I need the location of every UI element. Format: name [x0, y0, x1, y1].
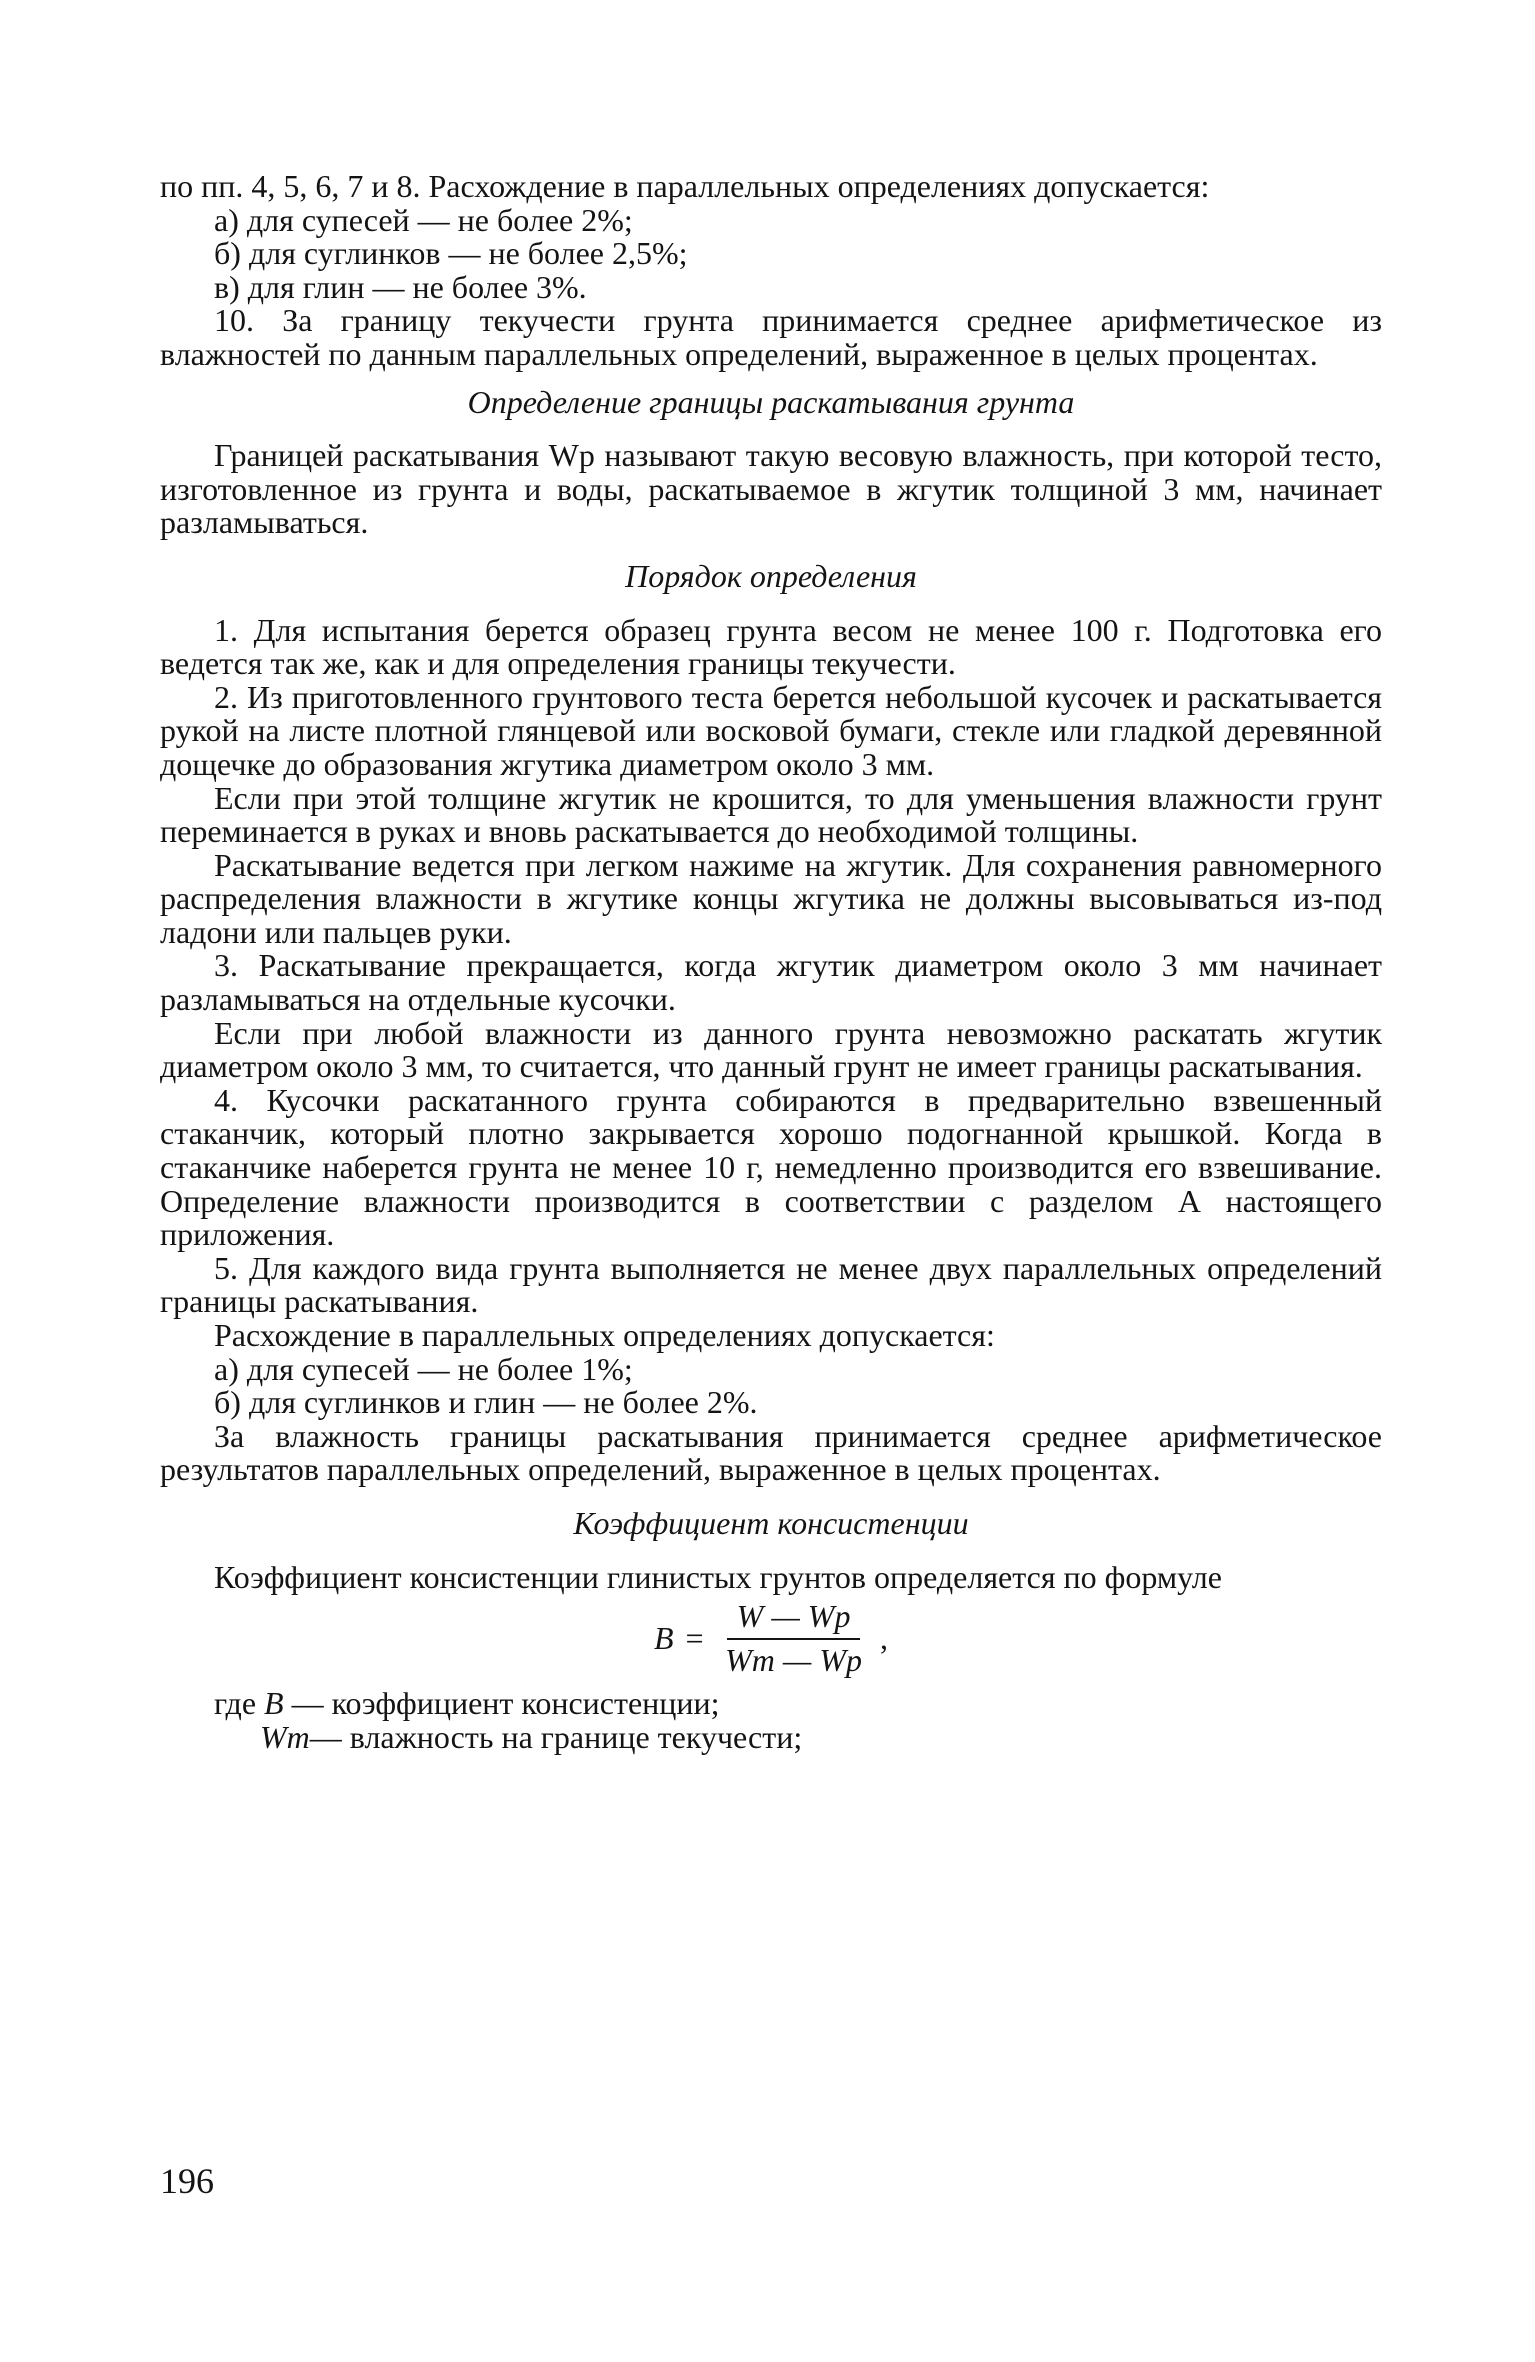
paragraph: а) для супесей — не более 2%;	[214, 201, 633, 238]
paragraph: в) для глин — не более 3%.	[214, 268, 587, 305]
paragraph: 2. Из приготовленного грунтового теста берется небольшой кусочек и раскатывается рукой на листе плотной глянцевой или восковой бумаги, стекле или гладкой деревянной дощечке до образования жгутика диаметром около 3 мм.	[160, 678, 1382, 782]
formula-denominator: Wт — Wр	[725, 1641, 862, 1678]
formula-lhs: B	[653, 1619, 674, 1656]
text-blocks	[160, 170, 1382, 1594]
page-number: 196	[160, 2161, 214, 2201]
paragraph: б) для суглинков и глин — не более 2%.	[214, 1384, 758, 1421]
paragraph: Коэффициент консистенции глинистых грунтов определяется по формуле	[214, 1558, 1222, 1595]
formula-equals: =	[683, 1619, 706, 1656]
paragraph: б) для суглинков — не более 2,5%;	[214, 235, 688, 272]
formula-numerator: W — Wр	[727, 1600, 861, 1640]
paragraph: Если при любой влажности из данного грунта невозможно раскатать жгутик диаметром около 3 мм, то считается, что данный грунт не имеет границы раскатывания.	[160, 1014, 1382, 1085]
formula-comma: ,	[880, 1619, 888, 1656]
definition-symbol: Wт	[260, 1718, 310, 1755]
definition-line	[160, 1718, 1382, 1755]
definition-text: — коэффициент консистенции;	[291, 1685, 720, 1722]
paragraph: Границей раскатывания Wр называют такую весовую влажность, при которой тесто, изготовленное из грунта и воды, раскатываемое в жгутик толщиной 3 мм, начинает разламываться.	[160, 437, 1382, 541]
paragraph: За влажность границы раскатывания принимается среднее арифметическое результатов параллельных определений, выраженное в целых процентах.	[160, 1417, 1382, 1488]
paragraph: 3. Раскатывание прекращается, когда жгутик диаметром около 3 мм начинает разламываться на отдельные кусочки.	[160, 947, 1382, 1018]
definitions	[160, 1687, 1382, 1754]
formula-fraction	[715, 1600, 872, 1677]
paragraph: Раскатывание ведется при легком нажиме на жгутик. Для сохранения равномерного распределения влажности в жгутике концы жгутика не должны высовываться из-под ладони или пальцев руки.	[160, 846, 1382, 950]
page-body	[160, 170, 1382, 1755]
paragraph: по пп. 4, 5, 6, 7 и 8. Расхождение в параллельных определениях допускается:	[160, 168, 1210, 204]
section-heading: Порядок определения	[625, 557, 917, 594]
section-heading: Определение границы раскатывания грунта	[467, 383, 1075, 420]
definition-text: — влажность на границе текучести;	[309, 1718, 803, 1755]
paragraph: а) для супесей — не более 1%;	[214, 1350, 633, 1387]
paragraph: Расхождение в параллельных определениях допускается:	[214, 1317, 995, 1353]
paragraph: 5. Для каждого вида грунта выполняется не менее двух параллельных определений границы раскатывания.	[160, 1249, 1382, 1320]
definition-line	[160, 1687, 1382, 1721]
paragraph: Если при этой толщине жгутик не крошится, то для уменьшения влажности грунт переминается в руках и вновь раскатывается до необходимой толщины.	[160, 779, 1382, 850]
paragraph: 1. Для испытания берется образец грунта весом не менее 100 г. Подготовка его ведется так же, как и для определения границы текучести.	[160, 611, 1382, 682]
section-heading: Коэффициент консистенции	[573, 1504, 969, 1541]
definition-symbol: B	[264, 1685, 284, 1722]
definition-prefix: где	[214, 1685, 257, 1722]
consistency-formula	[160, 1600, 1382, 1677]
paragraph: 4. Кусочки раскатанного грунта собираются в предварительно взвешенный стаканчик, который плотно закрывается хорошо подогнанной крышкой. Когда в стаканчике наберется грунта не менее 10 г, немедленно производится его взвешивание. Определение влажности производится в соответствии с разделом А настоящего приложения.	[160, 1081, 1382, 1253]
paragraph: 10. За границу текучести грунта принимается среднее арифметическое из влажностей по данным параллельных определений, выраженное в целых процентах.	[160, 302, 1382, 372]
